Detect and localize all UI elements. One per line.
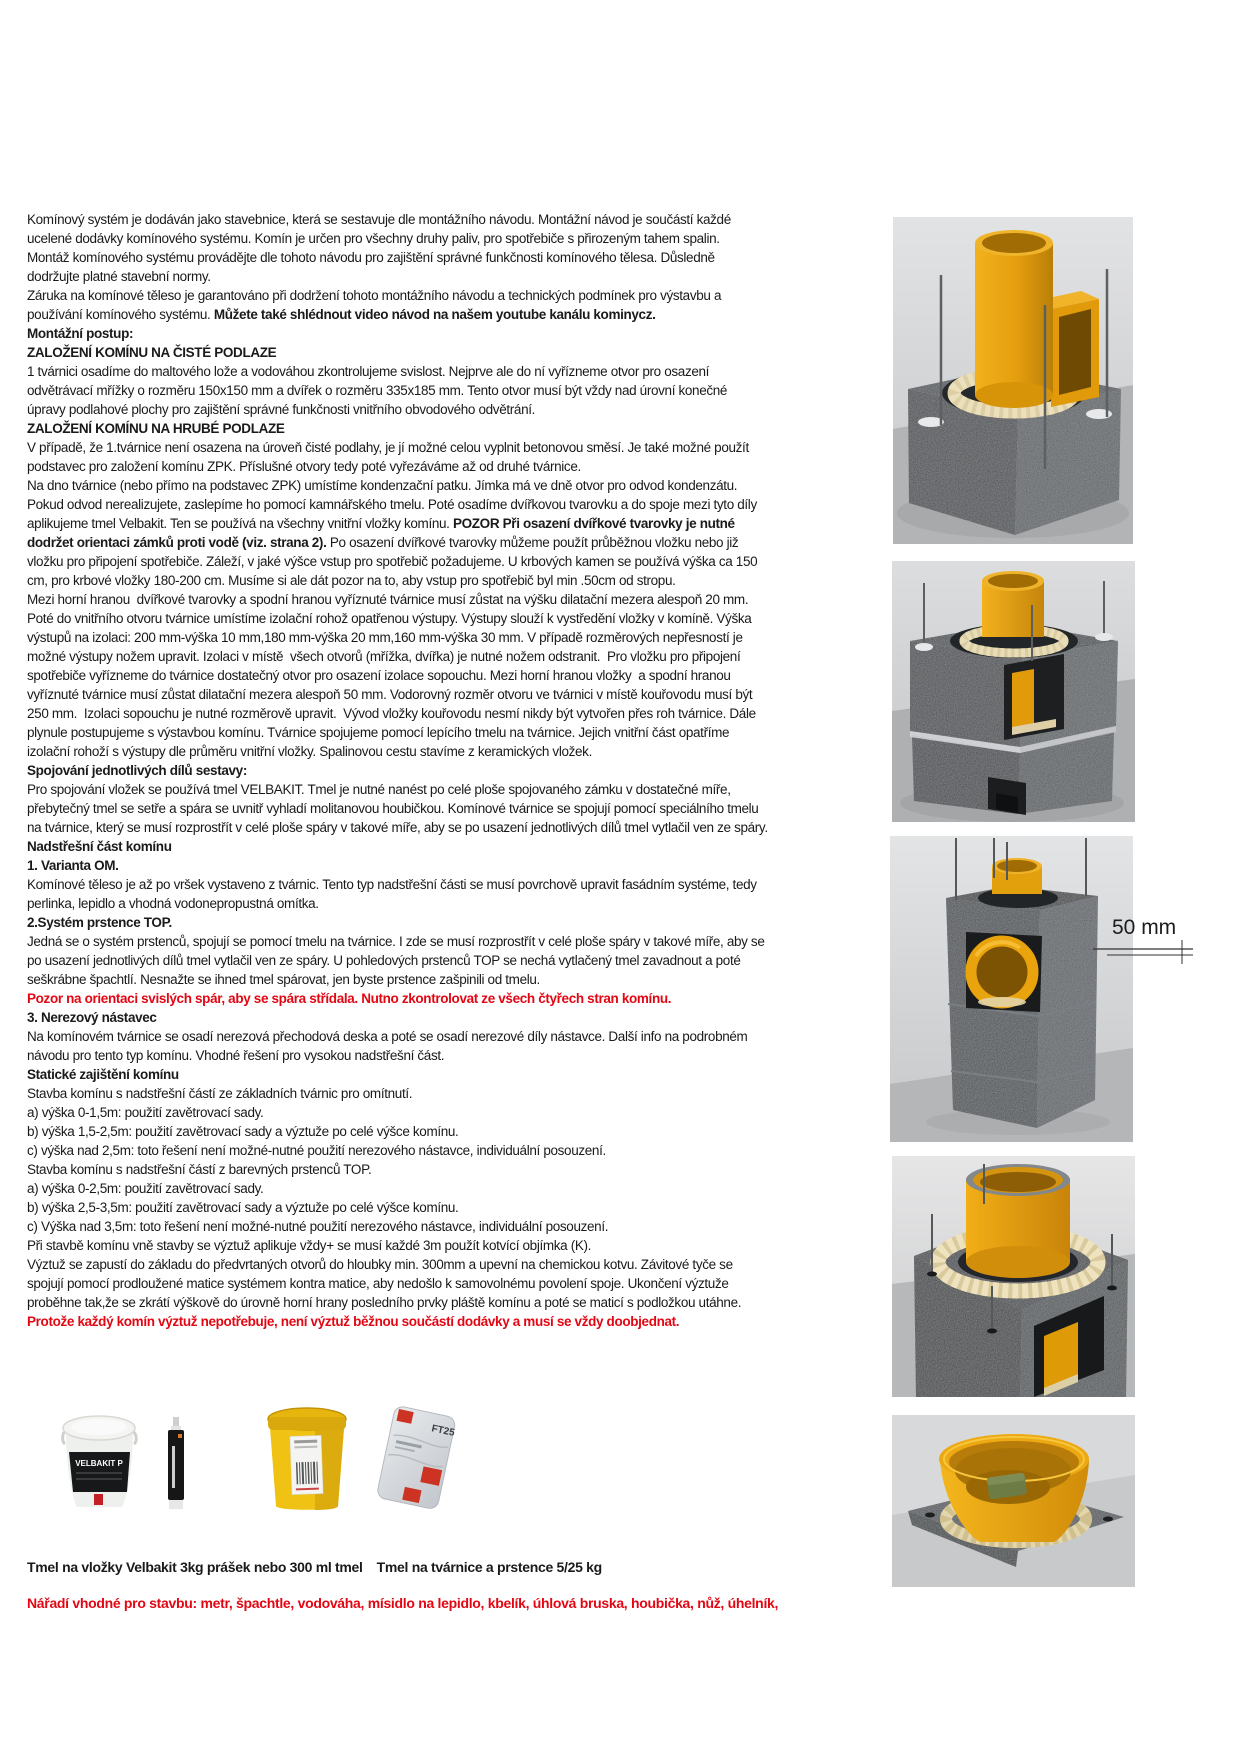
text-line: a) výška 0-1,5m: použití zavětrovací sady. (27, 1105, 264, 1120)
text-line: proběhne tak,že se zkrátí výškově do úrovně horní hrany posledního prvky pláště komínu a poté se maticí s podložkou utáhne. (27, 1295, 742, 1310)
text-line: c) výška nad 2,5m: toto řešení není možné-nutné použití nerezového nástavce, individuální posouzení. (27, 1143, 606, 1158)
text-line: 1. Varianta OM. (27, 858, 119, 873)
text-line: Mezi horní hranou dvířkové tvarovky a spodní hranou vyříznuté tvárnice musí zůstat na výšku dilatační mezera alespoň 20 mm. (27, 592, 749, 607)
ceramic-liner (966, 1164, 1070, 1278)
round-flue-outlet (966, 932, 1042, 1012)
dimension-leader-lines (1085, 938, 1205, 968)
text-line: ucelené dodávky komínového systému. Komín je určen pro všechny druhy paliv, pro spotřebiče s přirozeným tahem spalin. (27, 231, 720, 246)
tools-note: Nářadí vhodné pro stavbu: metr, špachtle, vodováha, mísidlo na lepidlo, kbelík, úhlová bruska, houbička, nůž, úhelník, (27, 1595, 779, 1611)
text-line: Komínové těleso je až po vršek vystaveno z tvárnic. Tento typ nadstřešní části se musí povrchově upravit fasádním systéme, tedy (27, 877, 757, 892)
text-line: izolační rohoží s výstupy dle průměru vnitřní vložky. Spalinovou cestu stavíme z keramických vložek. (27, 744, 592, 759)
text-line: po usazení jednotlivých dílů tmel vytlačil ven ze spáry. U pohledových prstenců TOP se nechá vytlačený tmel zavadnout a poté (27, 953, 741, 968)
text-line: návodu pro tento typ komínu. Vhodné řešení pro vysokou nadstřešní část. (27, 1048, 445, 1063)
text-line: ZALOŽENÍ KOMÍNU NA HRUBÉ PODLAZE (27, 421, 285, 436)
text-line: Stavba komínu s nadstřešní částí z barevných prstenců TOP. (27, 1162, 372, 1177)
photo-condensate-base-pot (892, 1415, 1135, 1587)
velbakit-label: VELBAKIT P (75, 1459, 123, 1468)
text-line: dodržujte platné stavební normy. (27, 269, 211, 284)
text-line: Na dno tvárnice (nebo přímo na podstavec ZPK) umístíme kondenzační patku. Jímka má ve dně otvor pro odvod kondenzátu. (27, 478, 738, 493)
text-line: Komínový systém je dodáván jako stavebnice, která se sestavuje dle montážního návodu. Montážní návod je součástí každé (27, 212, 731, 227)
text-line: Výztuž se zapustí do základu do předvrtaných otvorů do hloubky min. 300mm a upevní na chemickou kotvu. Závitové tyče se (27, 1257, 733, 1272)
text-line: úpravy podlahové plochy pro zajištění správné funkčnosti vnitřního obvodového odvětrání. (27, 402, 536, 417)
text-line: vyříznuté tvárnice musí zůstat dilatační mezera alespoň 50 mm. Vodorovný rozměr otvoru ve tvárnici v místě kouřovodu musí být (27, 687, 753, 702)
product-mortar-bag (373, 1405, 463, 1514)
text-line: V případě, že 1.tvárnice není osazena na úroveň čisté podlahy, je jí možné celou vyplnit betonovou směsí. Je také možné použít (27, 440, 749, 455)
text-line: 3. Nerezový nástavec (27, 1010, 157, 1025)
text-line: aplikujeme tmel Velbakit. Ten se používá na všechny vnitřní vložky komínu. POZOR Při osazení dvířkové tvarovky je nutné (27, 516, 735, 531)
text-line: Na komínovém tvárnice se osadí nerezová přechodová deska a poté se osadí nerezové díly nástavce. Další info na podrobném (27, 1029, 748, 1044)
photo-insulation-ring-closeup (892, 1156, 1135, 1397)
text-line: plynule postupujeme s výstavbou komínu. Tvárnice spojujeme pomocí lepícího tmelu na tvárnice. Jejich vnitřní část opatříme (27, 725, 730, 740)
article-text (27, 210, 842, 1331)
text-line: Jedná se o systém prstenců, spojují se pomocí tmelu na tvárnice. I zde se musí rozprostřít v celé ploše spáry v takové míře, aby se (27, 934, 765, 949)
products-caption (27, 1559, 602, 1575)
text-line: cm, pro krbové vložky 180-200 cm. Musíme si ale dát pozor na to, aby vstup pro spotřebič byl min .50cm od stropu. (27, 573, 676, 588)
text-line: Stavba komínu s nadstřešní částí ze základních tvárnic pro omítnutí. (27, 1086, 413, 1101)
text-line: odvětrávací mřížky o rozměru 150x150 mm a dvířek o rozměru 335x185 mm. Tento otvor musí být vždy nad úrovní konečné (27, 383, 728, 398)
product-sealant-cartridge (163, 1416, 189, 1513)
text-line: spojují pomocí prodloužené matice systémem kontra matice, aby nedošlo k samovolnému povolení spoje. Ukončení výztuže (27, 1276, 729, 1291)
text-line: výstupů na izolaci: 200 mm-výška 10 mm,180 mm-výška 20 mm,160 mm-výška 30 mm. V případě rozměrových nepřesností je (27, 630, 743, 645)
text-line: 2.Systém prstence TOP. (27, 915, 172, 930)
text-line: Poté do vnitřního otvoru tvárnice umístíme izolační rohož opatřenou výstupy. Výstupy slouží k vystředění vložky v komíně. Výška (27, 611, 752, 626)
text-line: vložku pro připojení spotřebiče. Záleží, v jaké výšce vstup pro spotřebič požadujeme. U krbových kamen se používá výška ca 150 (27, 554, 758, 569)
door-cutout (1004, 654, 1064, 740)
photo-column-round-outlet (890, 836, 1133, 1142)
text-line: Pozor na orientaci svislých spár, aby se spára střídala. Nutno zkontrolovat ze všech čtyřech stran komínu. (27, 991, 672, 1006)
text-line: 1 tvárnici osadíme do maltového lože a vodováhou zkontrolujeme svislost. Nejprve ale do ní vyřízneme otvor pro osazení (27, 364, 710, 379)
bucket-label (290, 1435, 323, 1494)
text-line: Protože každý komín výztuž nepotřebuje, není výztuž běžnou součástí dodávky a musí se vždy doobjednat. (27, 1314, 680, 1329)
text-line: používání komínového systému. Můžete také shlédnout video návod na našem youtube kanálu kominycz. (27, 307, 656, 322)
text-line: c) Výška nad 3,5m: toto řešení není možné-nutné použití nerezového nástavce, individuální posouzení. (27, 1219, 609, 1234)
text-line: podstavec pro založení komínu ZPK. Příslušné otvory tedy poté vyřezáváme až od druhé tvárnice. (27, 459, 581, 474)
photo-base-block-with-liner (893, 217, 1133, 544)
text-line: dodržet orientaci zámků proti vodě (viz. strana 2). Po osazení dvířkové tvarovky můžeme použít průběžnou vložku nebo již (27, 535, 739, 550)
text-line: seškrábne špachtlí. Nesnažte se ihned tmel spárovat, jen byste prstence zašpinili od tmelu. (27, 972, 540, 987)
text-line: b) výška 2,5-3,5m: použití zavětrovací sady a výztuže po celé výšce komínu. (27, 1200, 459, 1215)
text-line: perlinka, lepidlo a vhodná vodonepropustná omítka. (27, 896, 319, 911)
ceramic-liner (982, 571, 1044, 637)
text-line: 250 mm. Izolaci sopouchu je nutné rozměrově upravit. Vývod vložky kouřovodu nesmí nikdy být vytvořen přes roh tvárnice. Dále (27, 706, 756, 721)
text-line: Při stavbě komínu vně stavby se výztuž aplikuje vždy+ se musí každé 3m použít kotvící objímka (K). (27, 1238, 592, 1253)
text-line: Záruka na komínové těleso je garantováno při dodržení tohoto montážního návodu a technických podmínek pro výstavbu a (27, 288, 722, 303)
text-line: Pokud odvod nerealizujete, zaslepíme ho pomocí kamnářského tmelu. Poté osadíme dvířkovou tvarovku a do spoje mezi tyto díly (27, 497, 757, 512)
product-yellow-mortar-bucket (265, 1404, 349, 1515)
text-line: na tvárnice, který se musí rozprostřít v celé ploše spáry v takové míře, aby se po usazení jednotlivých dílů tmel vytlačil ven ze spáry. (27, 820, 768, 835)
product-velbakit-bucket (60, 1406, 140, 1516)
photo-stacked-blocks-door-cutout (892, 561, 1135, 822)
text-line: Pro spojování vložek se používá tmel VELBAKIT. Tmel je nutné nanést po celé ploše spojovaného zámku v dostatečné míře, (27, 782, 731, 797)
text-line: Nadstřešní část komínu (27, 839, 172, 854)
text-line: Spojování jednotlivých dílů sestavy: (27, 763, 247, 778)
bag-label: FT25 (430, 1423, 456, 1439)
text-line: Montáž komínového systému provádějte dle tohoto návodu pro zajištění správné funkčnosti komínového tělesa. Důsledně (27, 250, 715, 265)
text-line: Statické zajištění komínu (27, 1067, 179, 1082)
text-line: možné výstupy nožem upravit. Izolaci v místě všech otvorů (mřížka, dvířka) je nutné nožem odstranit. Pro vložku pro připojení (27, 649, 741, 664)
text-line: spotřebiče vyřízneme do tvárnice dostatečný otvor pro osazení izolace sopouchu. Mezi horní hranou vložky a spodní hranou (27, 668, 731, 683)
text-line: Montážní postup: (27, 326, 134, 341)
dimension-label: 50 mm (1112, 916, 1177, 939)
text-line: b) výška 1,5-2,5m: použití zavětrovací sady a výztuže po celé výšce komínu. (27, 1124, 459, 1139)
text-line: ZALOŽENÍ KOMÍNU NA ČISTÉ PODLAZE (27, 345, 277, 360)
text-line: a) výška 0-2,5m: použití zavětrovací sady. (27, 1181, 264, 1196)
caption-velbakit: Tmel na vložky Velbakit 3kg prášek nebo 300 ml tmel (27, 1559, 363, 1575)
text-line: přebytečný tmel se setře a spára se uvnitř vyhladí molitanovou houbičkou. Komínové tvárnice se spojují pomocí speciálního tmelu (27, 801, 759, 816)
caption-mortar: Tmel na tvárnice a prstence 5/25 kg (376, 1559, 602, 1575)
